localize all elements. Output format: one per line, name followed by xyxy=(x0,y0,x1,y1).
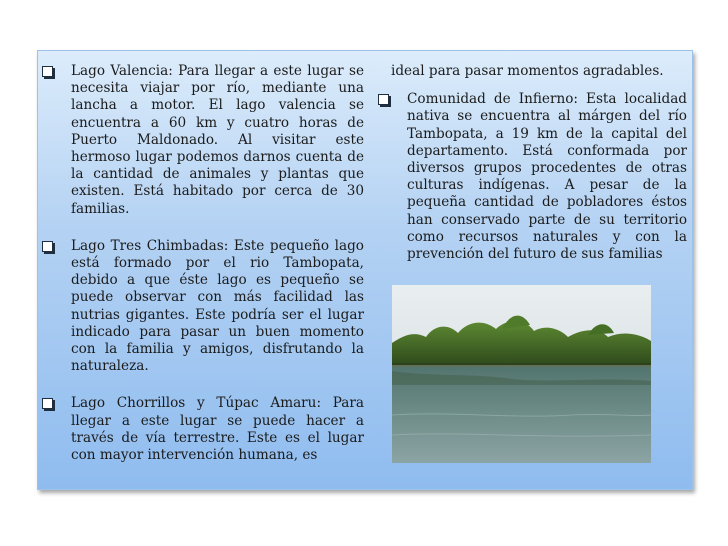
list-item-lago-valencia xyxy=(38,63,364,218)
list-item-text: Lago Valencia: Para llegar a este lugar se necesita viajar por río, mediante una lancha a motor. El lago valencia se encuentra a 60 km y cuatro horas de Puerto Maldonado. Al visitar este hermoso lugar podemos darnos cuenta de la cantidad de animales y plantas que existen. Está habitado por cerca de 30 familias. xyxy=(71,63,364,217)
right-column xyxy=(374,63,687,263)
list-item-text: Comunidad de Infierno: Esta localidad nativa se encuentra al márgen del río Tambopata, a 19 km de la capital del departamento. Está conformada por diversos grupos procedentes de otras culturas indígenas. A pesar de la pequeña cantidad de pobladores éstos han conservado parte de su territorio como recursos naturales y con la prevención del futuro de sus familias xyxy=(407,91,687,263)
list-item-text: Lago Tres Chimbadas: Este pequeño lago está formado por el rio Tambopata, debido a que éste lago es pequeño se puede observar con más facilidad las nutrias gigantes. Este podría ser el lugar indicado para pasar un buen momento con la familia y amigos, disfrutando la naturaleza. xyxy=(71,237,364,375)
checkbox-bullet-icon xyxy=(42,241,53,252)
list-item-comunidad-infierno xyxy=(374,91,687,263)
list-item-lago-tres-chimbadas xyxy=(38,238,364,376)
list-item-text: Lago Chorrillos y Túpac Amaru: Para llegar a este lugar se puede hacer a través de vía terrestre. Este es el lugar con mayor intervención humana, es xyxy=(71,395,364,464)
left-column xyxy=(38,63,364,464)
list-item-lago-chorrillos xyxy=(38,395,364,464)
checkbox-bullet-icon xyxy=(378,94,389,105)
checkbox-bullet-icon xyxy=(42,398,53,409)
checkbox-bullet-icon xyxy=(42,66,53,77)
lake-photo xyxy=(392,285,651,463)
continuation-text: ideal para pasar momentos agradables. xyxy=(391,63,664,79)
